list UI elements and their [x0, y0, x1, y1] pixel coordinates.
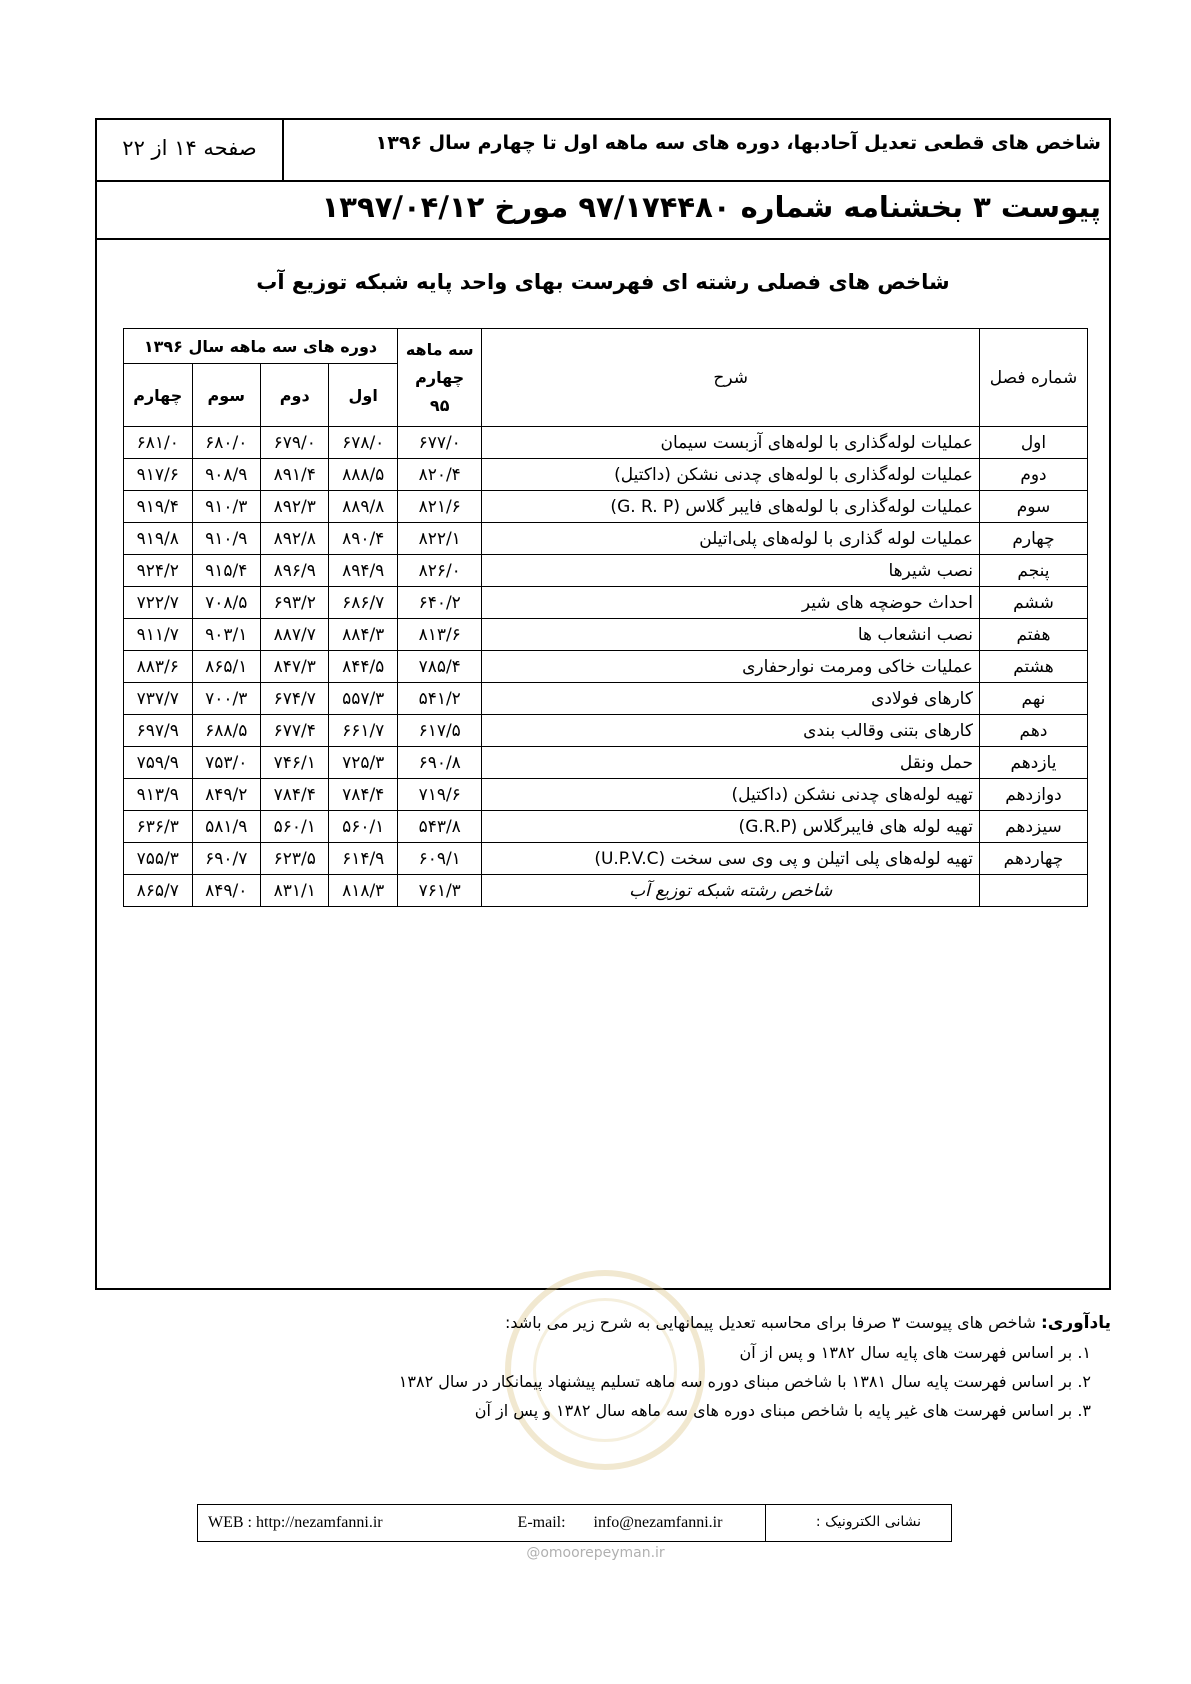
total-cell-q2: ۸۳۱/۱: [261, 875, 329, 907]
chapter-cell: سوم: [979, 491, 1087, 523]
value-cell-q4: ۹۲۴/۲: [124, 555, 193, 587]
value-cell-q4: ۶۸۱/۰: [124, 427, 193, 459]
note-label: یادآوری:: [1040, 1313, 1111, 1333]
email-link[interactable]: info@nezamfanni.ir: [593, 1514, 723, 1531]
total-row: [124, 875, 1088, 907]
value-cell-q4: ۹۱۷/۶: [124, 459, 193, 491]
table-row: [124, 555, 1088, 587]
address-label: نشانی الکترونیک :: [815, 1514, 921, 1530]
table-row: [124, 587, 1088, 619]
chapter-cell: دوازدهم: [979, 779, 1087, 811]
note-intro: [91, 1308, 1111, 1338]
value-cell-q2: ۷۸۴/۴: [261, 779, 329, 811]
header-row: [97, 120, 1109, 182]
value-cell-q4: ۶۳۶/۳: [124, 811, 193, 843]
total-cell-q1: ۸۱۸/۳: [329, 875, 397, 907]
value-cell-q3: ۹۰۳/۱: [192, 619, 260, 651]
value-cell-q3: ۶۸۸/۵: [192, 715, 260, 747]
value-cell-q95: ۸۱۳/۶: [397, 619, 482, 651]
value-cell-q4: ۶۹۷/۹: [124, 715, 193, 747]
value-cell-q1: ۶۷۸/۰: [329, 427, 397, 459]
table-row: [124, 715, 1088, 747]
value-cell-q2: ۸۹۱/۴: [261, 459, 329, 491]
chapter-cell: دهم: [979, 715, 1087, 747]
value-cell-q4: ۷۲۲/۷: [124, 587, 193, 619]
description-cell: احداث حوضچه های شیر: [482, 587, 980, 619]
document-frame: [95, 118, 1111, 1290]
chapter-cell: ششم: [979, 587, 1087, 619]
total-cell-q3: ۸۴۹/۰: [192, 875, 260, 907]
total-cell-q4: ۸۶۵/۷: [124, 875, 193, 907]
table-row: [124, 747, 1088, 779]
header-q95: سه ماهه چهارم ۹۵: [397, 329, 482, 427]
value-cell-q4: ۷۳۷/۷: [124, 683, 193, 715]
description-cell: عملیات لوله‌گذاری با لوله‌های چدنی نشکن (داکتیل): [482, 459, 980, 491]
header-description: شرح: [482, 329, 980, 427]
header-period-group: دوره های سه ماهه سال ۱۳۹۶: [124, 329, 398, 364]
table-row: [124, 779, 1088, 811]
note-item: ۱. بر اساس فهرست های پایه سال ۱۳۸۲ و پس از آن: [739, 1343, 1091, 1362]
value-cell-q1: ۸۹۴/۹: [329, 555, 397, 587]
chapter-cell: سیزدهم: [979, 811, 1087, 843]
value-cell-q2: ۸۴۷/۳: [261, 651, 329, 683]
chapter-cell: هشتم: [979, 651, 1087, 683]
value-cell-q1: ۸۸۹/۸: [329, 491, 397, 523]
email-label: E-mail:: [517, 1514, 566, 1531]
description-cell: تهیه لوله های فایبرگلاس (G.R.P): [482, 811, 980, 843]
table-body: [124, 427, 1088, 907]
value-cell-q3: ۹۰۸/۹: [192, 459, 260, 491]
value-cell-q3: ۸۴۹/۲: [192, 779, 260, 811]
description-cell: عملیات لوله‌گذاری با لوله‌های فایبر گلاس (G. R. P): [482, 491, 980, 523]
value-cell-q95: ۶۰۹/۱: [397, 843, 482, 875]
value-cell-q2: ۸۹۲/۸: [261, 523, 329, 555]
value-cell-q3: ۹۱۰/۳: [192, 491, 260, 523]
table-row: [124, 491, 1088, 523]
value-cell-q95: ۵۴۳/۸: [397, 811, 482, 843]
value-cell-q1: ۶۶۱/۷: [329, 715, 397, 747]
contact-box: [197, 1504, 952, 1542]
description-cell: عملیات خاکی ومرمت نوارحفاری: [482, 651, 980, 683]
value-cell-q2: ۸۸۷/۷: [261, 619, 329, 651]
email-cell: [475, 1505, 766, 1541]
value-cell-q2: ۶۷۴/۷: [261, 683, 329, 715]
subheader-row: [97, 182, 1109, 240]
value-cell-q1: ۷۲۵/۳: [329, 747, 397, 779]
header-q2: دوم: [261, 364, 329, 427]
value-cell-q3: ۷۰۸/۵: [192, 587, 260, 619]
chapter-cell: دوم: [979, 459, 1087, 491]
value-cell-q2: ۸۹۲/۳: [261, 491, 329, 523]
value-cell-q1: ۷۸۴/۴: [329, 779, 397, 811]
table-title: شاخص های فصلی رشته ای فهرست بهای واحد پایه شبکه توزیع آب: [256, 270, 950, 294]
value-cell-q2: ۶۷۷/۴: [261, 715, 329, 747]
value-cell-q4: ۹۱۹/۸: [124, 523, 193, 555]
value-cell-q4: ۸۸۳/۶: [124, 651, 193, 683]
total-cell-q95: ۷۶۱/۳: [397, 875, 482, 907]
note-item: ۲. بر اساس فهرست پایه سال ۱۳۸۱ با شاخص مبنای دوره سه ماهه تسلیم پیشنهاد پیمانکار در سال ۱۳۸۲: [398, 1372, 1091, 1391]
value-cell-q3: ۶۸۰/۰: [192, 427, 260, 459]
table-row: [124, 651, 1088, 683]
value-cell-q95: ۶۷۷/۰: [397, 427, 482, 459]
value-cell-q1: ۸۹۰/۴: [329, 523, 397, 555]
description-cell: تهیه لوله‌های پلی اتیلن و پی وی سی سخت (U.P.V.C): [482, 843, 980, 875]
value-cell-q2: ۶۷۹/۰: [261, 427, 329, 459]
total-chapter-cell: [979, 875, 1087, 907]
table-row: [124, 619, 1088, 651]
value-cell-q95: ۸۲۶/۰: [397, 555, 482, 587]
table-row: [124, 459, 1088, 491]
table-row: [124, 523, 1088, 555]
value-cell-q4: ۹۱۹/۴: [124, 491, 193, 523]
value-cell-q95: ۶۴۰/۲: [397, 587, 482, 619]
description-cell: تهیه لوله‌های چدنی نشکن (داکتیل): [482, 779, 980, 811]
description-cell: نصب انشعاب ها: [482, 619, 980, 651]
description-cell: کارهای بتنی وقالب بندی: [482, 715, 980, 747]
value-cell-q95: ۶۹۰/۸: [397, 747, 482, 779]
document-title: شاخص های قطعی تعدیل آحادبها، دوره های سه ماهه اول تا چهارم سال ۱۳۹۶: [375, 132, 1101, 154]
description-cell: نصب شیرها: [482, 555, 980, 587]
table-row: [124, 427, 1088, 459]
value-cell-q3: ۷۰۰/۳: [192, 683, 260, 715]
note-item: ۳. بر اساس فهرست های غیر پایه با شاخص مبنای دوره های سه ماهه سال ۱۳۸۲ و پس از آن: [474, 1401, 1091, 1420]
value-cell-q3: ۸۶۵/۱: [192, 651, 260, 683]
header-q3: سوم: [192, 364, 260, 427]
table-row: [124, 811, 1088, 843]
description-cell: حمل ونقل: [482, 747, 980, 779]
value-cell-q3: ۷۵۳/۰: [192, 747, 260, 779]
chapter-cell: هفتم: [979, 619, 1087, 651]
value-cell-q2: ۵۶۰/۱: [261, 811, 329, 843]
value-cell-q4: ۹۱۳/۹: [124, 779, 193, 811]
value-cell-q95: ۸۲۲/۱: [397, 523, 482, 555]
value-cell-q95: ۸۲۱/۶: [397, 491, 482, 523]
value-cell-q1: ۸۸۴/۳: [329, 619, 397, 651]
value-cell-q3: ۹۱۰/۹: [192, 523, 260, 555]
index-table: [123, 328, 1088, 907]
value-cell-q1: ۸۸۸/۵: [329, 459, 397, 491]
header-q4: چهارم: [124, 364, 193, 427]
value-cell-q3: ۶۹۰/۷: [192, 843, 260, 875]
chapter-cell: چهاردهم: [979, 843, 1087, 875]
web-link[interactable]: WEB : http://nezamfanni.ir: [208, 1514, 383, 1531]
value-cell-q1: ۵۶۰/۱: [329, 811, 397, 843]
value-cell-q95: ۸۲۰/۴: [397, 459, 482, 491]
chapter-cell: یازدهم: [979, 747, 1087, 779]
value-cell-q2: ۶۹۳/۲: [261, 587, 329, 619]
value-cell-q95: ۵۴۱/۲: [397, 683, 482, 715]
note-section: [91, 1308, 1111, 1425]
value-cell-q1: ۸۴۴/۵: [329, 651, 397, 683]
page-number: صفحه ۱۴ از ۲۲: [97, 120, 284, 180]
value-cell-q3: ۵۸۱/۹: [192, 811, 260, 843]
table-row: [124, 843, 1088, 875]
header-q1: اول: [329, 364, 397, 427]
value-cell-q4: ۷۵۹/۹: [124, 747, 193, 779]
value-cell-q95: ۷۸۵/۴: [397, 651, 482, 683]
description-cell: عملیات لوله‌گذاری با لوله‌های آزبست سیمان: [482, 427, 980, 459]
chapter-cell: چهارم: [979, 523, 1087, 555]
value-cell-q95: ۷۱۹/۶: [397, 779, 482, 811]
table-row: [124, 683, 1088, 715]
watermark-text: @omoorepeyman.ir: [526, 1545, 665, 1561]
note-text: شاخص های پیوست ۳ صرفا برای محاسبه تعدیل پیمانهایی به شرح زیر می باشد:: [505, 1313, 1036, 1332]
value-cell-q95: ۶۱۷/۵: [397, 715, 482, 747]
chapter-cell: نهم: [979, 683, 1087, 715]
value-cell-q1: ۶۱۴/۹: [329, 843, 397, 875]
description-cell: عملیات لوله گذاری با لوله‌های پلی‌اتیلن: [482, 523, 980, 555]
value-cell-q2: ۶۲۳/۵: [261, 843, 329, 875]
value-cell-q2: ۷۴۶/۱: [261, 747, 329, 779]
value-cell-q2: ۸۹۶/۹: [261, 555, 329, 587]
value-cell-q3: ۹۱۵/۴: [192, 555, 260, 587]
value-cell-q1: ۶۸۶/۷: [329, 587, 397, 619]
description-cell: کارهای فولادی: [482, 683, 980, 715]
value-cell-q4: ۹۱۱/۷: [124, 619, 193, 651]
value-cell-q4: ۷۵۵/۳: [124, 843, 193, 875]
chapter-cell: اول: [979, 427, 1087, 459]
header-chapter: شماره فصل: [979, 329, 1087, 427]
total-label: شاخص رشته شبکه توزیع آب: [482, 875, 980, 907]
value-cell-q1: ۵۵۷/۳: [329, 683, 397, 715]
document-subtitle: پیوست ۳ بخشنامه شماره ۹۷/۱۷۴۴۸۰ مورخ ۱۳۹۷/۰۴/۱۲: [321, 190, 1101, 224]
chapter-cell: پنجم: [979, 555, 1087, 587]
